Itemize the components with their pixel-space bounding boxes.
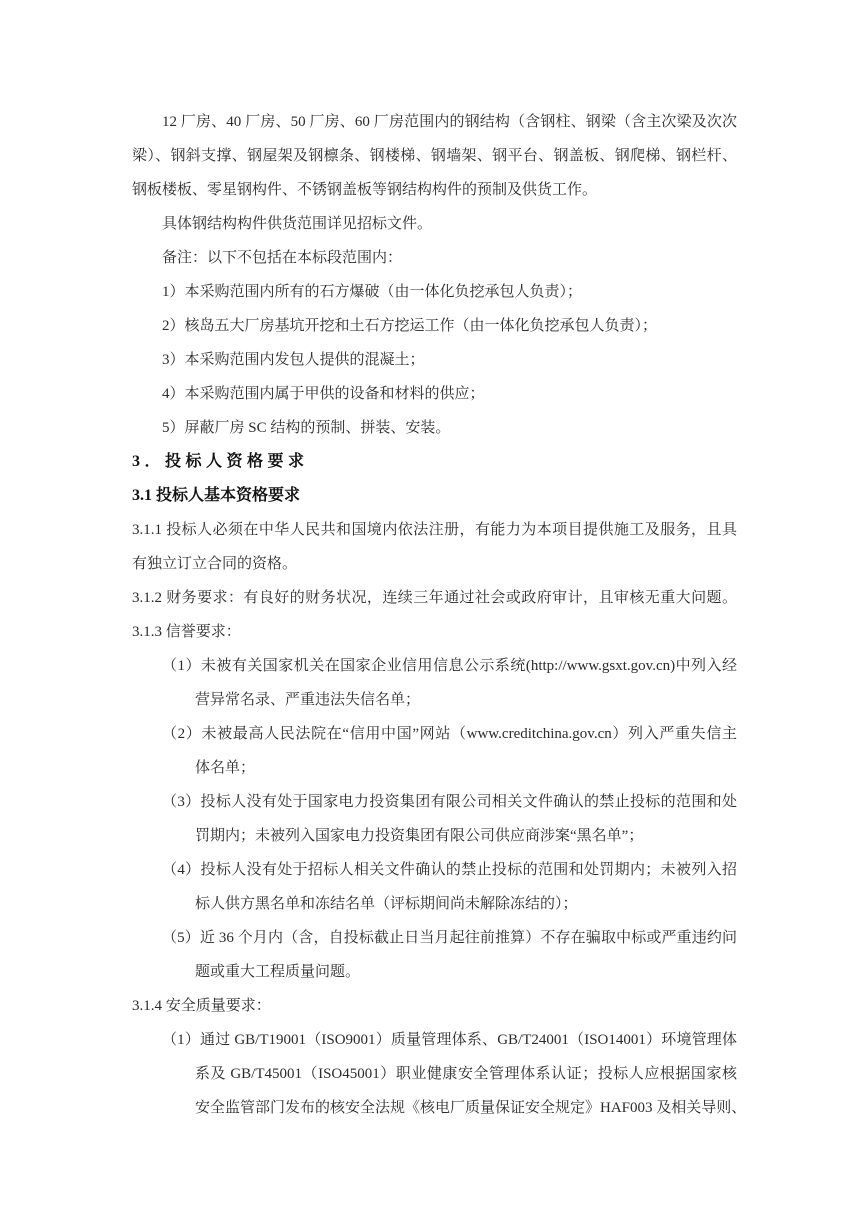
quality-item-line: （1）通过 GB/T19001（ISO9001）质量管理体系、GB/T24001（ISO14001）环境管理体 [162, 1032, 737, 1048]
excluded-item-line: 4）本采购范围内属于甲供的设备和材料的供应； [162, 386, 485, 402]
document-content [132, 105, 747, 1125]
remark-heading-line: 备注：以下不包括在本标段范围内： [162, 250, 403, 266]
excluded-item-line: 2）核岛五大厂房基坑开挖和土石方挖运工作（由一体化负挖承包人负责）； [162, 318, 658, 334]
clause-3-1-2-line: 3.1.2 财务要求：有良好的财务状况，连续三年通过社会或政府审计，且审核无重大问题。 [132, 590, 737, 606]
credit-item-line: 题或重大工程质量问题。 [195, 964, 361, 980]
credit-item-line: 标人供方黑名单和冻结名单（评标期间尚未解除冻结的）； [195, 896, 578, 912]
clause-3-1-1-line: 有独立订立合同的资格。 [132, 556, 298, 572]
credit-item-line: 罚期内；未被列入国家电力投资集团有限公司供应商涉案“黑名单”； [195, 828, 644, 844]
section-3-1-heading: 3.1 投标人基本资格要求 [132, 487, 301, 504]
credit-item-line: 营异常名录、严重违法失信名单； [195, 692, 421, 708]
credit-item-line: 体名单； [195, 760, 256, 776]
scope-paragraph-line: 钢板楼板、零星钢构件、不锈钢盖板等钢结构构件的预制及供货工作。 [132, 182, 598, 198]
quality-item-line: 安全监管部门发布的核安全法规《核电厂质量保证安全规定》HAF003 及相关导则、 [195, 1100, 747, 1116]
section-3-heading: 3．投标人资格要求 [132, 453, 309, 470]
scope-paragraph-line: 梁）、钢斜支撑、钢屋架及钢檩条、钢楼梯、钢墙架、钢平台、钢盖板、钢爬梯、钢栏杆、 [132, 148, 737, 164]
clause-3-1-4-heading-line: 3.1.4 安全质量要求： [132, 998, 271, 1014]
excluded-item-line: 3）本采购范围内发包人提供的混凝土； [162, 352, 425, 368]
scope-paragraph-line: 12 厂房、40 厂房、50 厂房、60 厂房范围内的钢结构（含钢柱、钢梁（含主次梁及次次 [162, 114, 737, 130]
credit-item-line: （1）未被有关国家机关在国家企业信用信息公示系统(http://www.gsxt.gov.cn)中列入经 [162, 658, 737, 674]
quality-item-line: 系及 GB/T45001（ISO45001）职业健康安全管理体系认证；投标人应根据国家核 [195, 1066, 737, 1082]
excluded-item-line: 1）本采购范围内所有的石方爆破（由一体化负挖承包人负责）； [162, 284, 583, 300]
credit-item-line: （5）近 36 个月内（含，自投标截止日当月起往前推算）不存在骗取中标或严重违约问 [162, 930, 737, 946]
excluded-item-line: 5）屏蔽厂房 SC 结构的预制、拼装、安装。 [162, 420, 451, 436]
clause-3-1-1-line: 3.1.1 投标人必须在中华人民共和国境内依法注册，有能力为本项目提供施工及服务，且具 [132, 522, 737, 538]
credit-item-line: （4）投标人没有处于招标人相关文件确认的禁止投标的范围和处罚期内；未被列入招 [162, 862, 737, 878]
supply-note-line: 具体钢结构构件供货范围详见招标文件。 [162, 216, 433, 232]
credit-item-line: （3）投标人没有处于国家电力投资集团有限公司相关文件确认的禁止投标的范围和处 [162, 794, 737, 810]
clause-3-1-3-heading-line: 3.1.3 信誉要求： [132, 624, 241, 640]
credit-item-line: （2）未被最高人民法院在“信用中国”网站（www.creditchina.gov.cn）列入严重失信主 [162, 726, 737, 742]
